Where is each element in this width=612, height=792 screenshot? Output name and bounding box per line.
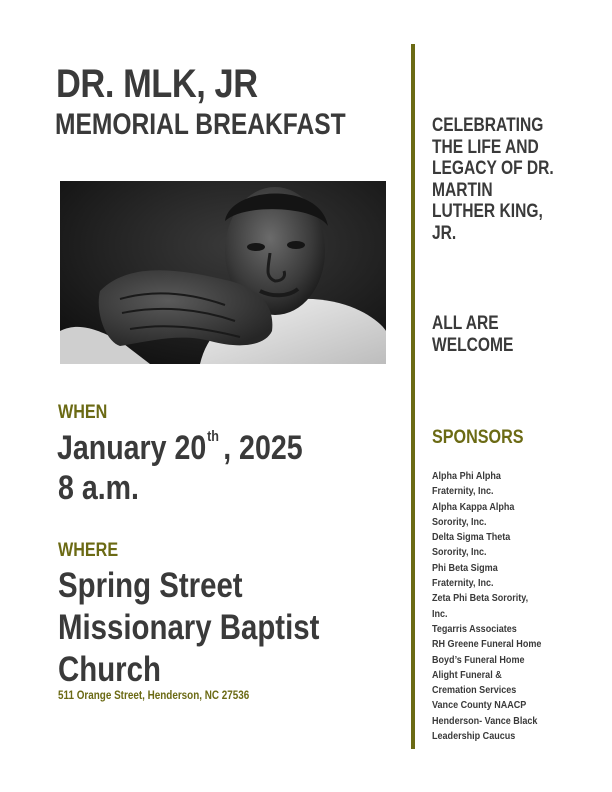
where-label: WHERE	[58, 540, 119, 561]
tagline-line: THE LIFE AND	[432, 136, 539, 158]
sponsor-line: Fraternity, Inc.	[432, 577, 494, 590]
mlk-portrait-photo	[60, 181, 386, 364]
event-date	[57, 428, 303, 468]
tagline-line: MARTIN	[432, 179, 493, 201]
welcome-message	[432, 313, 531, 357]
welcome-line: WELCOME	[432, 335, 514, 356]
date-suffix: th	[207, 428, 219, 445]
venue-address: 511 Orange Street, Henderson, NC 27536	[58, 690, 250, 702]
sponsor-line: Tegarris Associates	[432, 622, 517, 635]
portrait-illustration	[60, 181, 386, 364]
tagline-line: JR.	[432, 222, 457, 244]
sponsor-line: Henderson- Vance Black	[432, 714, 538, 727]
vertical-divider	[411, 44, 415, 749]
sponsor-line: Phi Beta Sigma	[432, 561, 498, 574]
tagline-line: CELEBRATING	[432, 115, 544, 136]
sponsor-line: RH Greene Funeral Home	[432, 638, 542, 651]
sponsor-line: Sorority, Inc.	[432, 515, 487, 528]
venue-line-1: Spring Street	[58, 566, 243, 605]
tagline	[432, 115, 592, 244]
tagline-line: LUTHER KING,	[432, 201, 543, 222]
when-label: WHEN	[58, 402, 108, 423]
sponsor-line: Boyd’s Funeral Home	[432, 653, 525, 666]
sponsor-list	[432, 469, 559, 744]
sponsor-line: Sorority, Inc.	[432, 546, 487, 559]
sponsor-line: Vance County NAACP	[432, 699, 527, 712]
sponsors-heading: SPONSORS	[432, 427, 524, 448]
sponsor-line: Cremation Services	[432, 684, 517, 697]
sponsor-line: Fraternity, Inc.	[432, 485, 494, 498]
tagline-line: LEGACY OF DR.	[432, 158, 554, 179]
title-line-1: DR. MLK, JR	[56, 62, 258, 106]
date-year: , 2025	[223, 429, 303, 467]
date-main: January 20	[57, 429, 207, 467]
venue-line-3: Church	[58, 650, 161, 689]
venue-line-2: Missionary Baptist	[58, 608, 320, 647]
title-line-2: MEMORIAL BREAKFAST	[55, 108, 346, 141]
sponsor-line: Leadership Caucus	[432, 730, 516, 743]
sponsor-line: Alpha Phi Alpha	[432, 470, 501, 482]
sponsor-line: Delta Sigma Theta	[432, 531, 511, 544]
welcome-line: ALL ARE	[432, 313, 499, 334]
sponsor-line: Alpha Kappa Alpha	[432, 500, 515, 513]
sponsor-line: Alight Funeral &	[432, 668, 502, 681]
sponsor-line: Inc.	[432, 607, 448, 620]
event-time: 8 a.m.	[58, 469, 139, 507]
sponsor-line: Zeta Phi Beta Sorority,	[432, 592, 529, 605]
